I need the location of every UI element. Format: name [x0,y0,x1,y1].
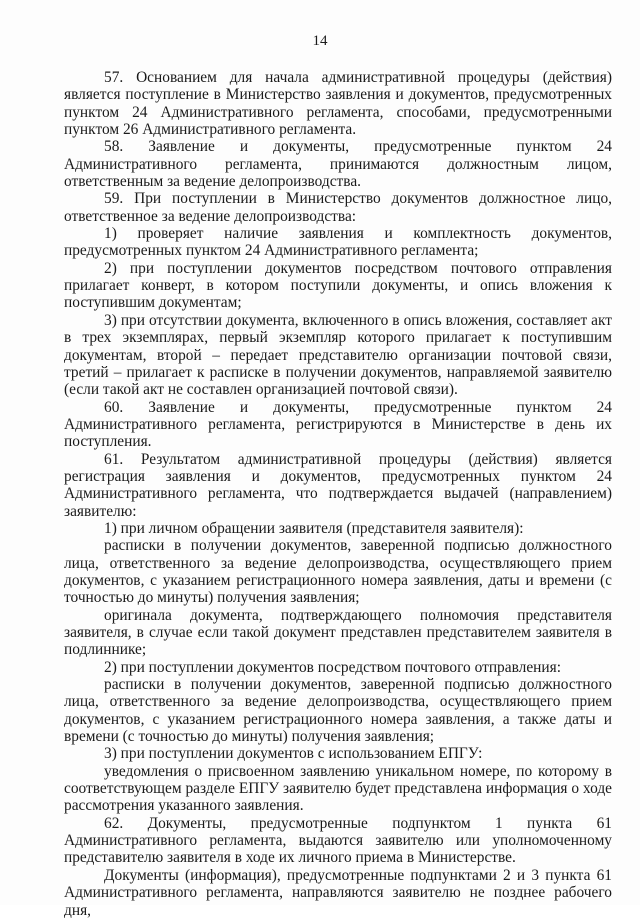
paragraph-58: 58. Заявление и документы, предусмотренные пунктом 24 Административного регламента, принимаются должностным лицом, ответственным за ведение делопроизводства. [64,138,612,191]
document-body [64,69,612,919]
paragraph-57: 57. Основанием для начала административной процедуры (действия) является поступление в Министерство заявления и документов, предусмотренных пунктом 24 Административного регламента, способами, предусмотренными пунктом 26 Административного регламента. [64,69,612,139]
paragraph-59: 59. При поступлении в Министерство документов должностное лицо, ответственное за ведение делопроизводства: [64,190,612,225]
paragraph-62-continued: Документы (информация), предусмотренные подпунктами 2 и 3 пункта 61 Административного регламента, направляются заявителю не позднее рабочего дня, [64,866,612,919]
paragraph-61-item-1-original: оригинала документа, подтверждающего полномочия представителя заявителя, в случае если такой документ представлен представителем заявителя в подлиннике; [64,606,612,659]
paragraph-61-item-3-notice: уведомления о присвоенном заявлению уникальном номере, по которому в соответствующем разделе ЕПГУ заявителю будет представлена информация о ходе рассмотрения указанного заявления. [64,762,612,815]
paragraph-59-item-3: 3) при отсутствии документа, включенного в опись вложения, составляет акт в трех экземплярах, первый экземпляр которого прилагает к поступившим документам, второй – передает представителю организации почтовой связи, третий – прилагает к расписке в получении документов, направляемой заявителю (если такой акт не составлен организацией почтовой связи). [64,311,612,399]
paragraph-62: 62. Документы, предусмотренные подпунктом 1 пункта 61 Административного регламента, выдаются заявителю или уполномоченному представителю заявителя в ходе их личного приема в Министерстве. [64,814,612,867]
paragraph-59-item-2: 2) при поступлении документов посредством почтового отправления прилагает конверт, в котором поступили документы, и опись вложения к поступившим документам; [64,259,612,312]
paragraph-61-item-2-receipt: расписки в получении документов, заверенной подписью должностного лица, ответственного за ведение делопроизводства, осуществляющего прием документов, с указанием регистрационного номера заявления, а также даты и времени (с точностью до минуты) получения заявления; [64,676,612,746]
paragraph-61: 61. Результатом административной процедуры (действия) является регистрация заявления и документов, предусмотренных пунктом 24 Административного регламента, что подтверждается выдачей (направлением) заявителю: [64,450,612,520]
paragraph-59-item-1: 1) проверяет наличие заявления и комплектность документов, предусмотренных пунктом 24 Административного регламента; [64,225,612,260]
paragraph-60: 60. Заявление и документы, предусмотренные пунктом 24 Административного регламента, регистрируются в Министерстве в день их поступления. [64,398,612,451]
paragraph-61-item-1: 1) при личном обращении заявителя (представителя заявителя): [104,519,524,537]
paragraph-61-item-2: 2) при поступлении документов посредством почтового отправления: [104,658,561,676]
paragraph-61-item-1-receipt: расписки в получении документов, заверенной подписью должностного лица, ответственного за ведение делопроизводства, осуществляющего прием документов, с указанием регистрационного номера заявления, даты и времени (с точностью до минуты) получения заявления; [64,537,612,607]
page-number: 14 [312,33,328,49]
paragraph-61-item-3: 3) при поступлении документов с использованием ЕПГУ: [104,745,483,763]
